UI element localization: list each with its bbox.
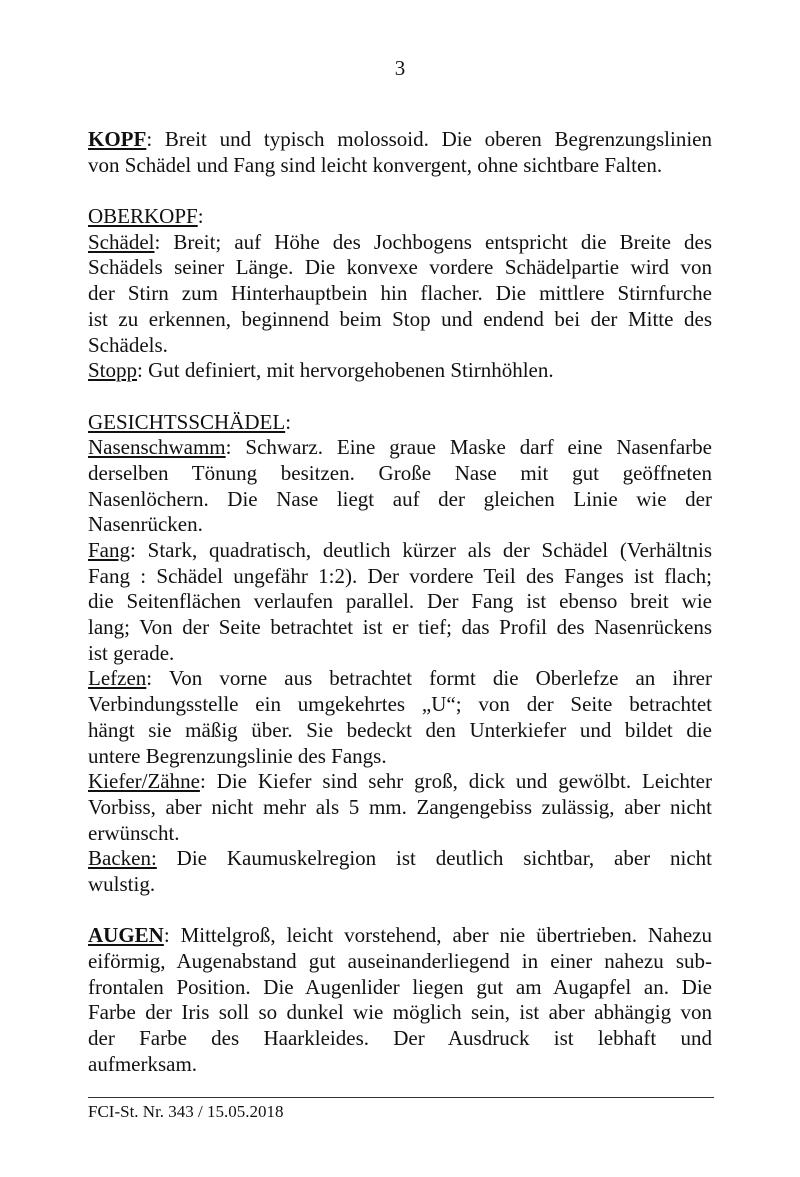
section-fang (88, 538, 712, 666)
line-text: aufmerksam. (88, 1051, 198, 1076)
line-text: von Schädel und Fang sind leicht konvergent, ohne sichtbare Falten. (88, 152, 663, 177)
text-line (88, 872, 712, 898)
text-line (88, 1000, 712, 1026)
footer-divider (88, 1097, 714, 1098)
section-heading: Backen: (88, 846, 157, 871)
text-line (88, 795, 712, 821)
line-text: Fang : Schädel ungefähr 1:2). Der vordere Teil des Fanges ist flach; (88, 563, 712, 588)
section-heading: Kiefer/Zähne (88, 769, 200, 794)
section-heading: Fang (88, 538, 130, 562)
line-text: der Stirn zum Hinterhauptbein hin flacher. Die mittlere Stirnfurche (88, 281, 712, 306)
section-oberkopf (88, 204, 712, 230)
line-text: Schädels. (88, 332, 168, 357)
text-line (88, 333, 712, 359)
text-line (88, 949, 712, 975)
text-line (88, 281, 712, 307)
line-text: erwünscht. (88, 820, 180, 845)
section-lefzen (88, 666, 712, 769)
line-text: Nasenrücken. (88, 512, 203, 537)
text-line (88, 666, 712, 692)
text-line (88, 461, 712, 487)
section-kieferzähne (88, 769, 712, 846)
section-heading: Nasenschwamm (88, 435, 226, 460)
section-heading: Stopp (88, 358, 138, 383)
section-heading: AUGEN (88, 923, 164, 948)
line-text: : Breit und typisch molossoid. Die oberen Begrenzungslinien (146, 127, 712, 151)
text-line (88, 641, 712, 667)
line-text: eiförmig, Augenabstand gut auseinanderliegend in einer nahezu sub- (88, 949, 712, 973)
line-text: Schädels seiner Länge. Die konvexe vordere Schädelpartie wird von (88, 255, 712, 280)
text-line (88, 846, 712, 872)
text-line (88, 435, 712, 461)
line-text: : Stark, quadratisch, deutlich kürzer als der Schädel (Verhältnis (130, 538, 712, 562)
line-text: hängt sie mäßig über. Sie bedeckt den Unterkiefer und bildet die (88, 717, 712, 742)
text-line (88, 204, 712, 230)
text-line (88, 589, 712, 615)
page-number: 3 (394, 56, 406, 80)
section-nasenschwamm (88, 435, 712, 538)
line-text: Verbindungsstelle ein umgekehrtes „U“; von der Seite betrachtet (88, 692, 712, 717)
text-line (88, 1026, 712, 1052)
text-line (88, 718, 712, 744)
line-text: : Mittelgroß, leicht vorstehend, aber nie übertrieben. Nahezu (163, 923, 712, 948)
line-text: : Die Kiefer sind sehr groß, dick und gewölbt. Leichter (199, 769, 712, 794)
text-line (88, 923, 712, 949)
text-line (88, 744, 712, 770)
line-text: die Seitenflächen verlaufen parallel. Der Fang ist ebenso breit wie (88, 589, 712, 614)
section-heading: OBERKOPF (88, 204, 198, 229)
section-backen (88, 846, 712, 897)
section-schädel (88, 230, 712, 358)
blank-line (88, 384, 712, 410)
line-text: Vorbiss, aber nicht mehr als 5 mm. Zangengebiss zulässig, aber nicht (88, 794, 712, 819)
line-text: lang; Von der Seite betrachtet ist er tief; das Profil des Nasenrückens (88, 615, 712, 640)
line-text: ist gerade. (88, 640, 175, 665)
blank-line (88, 898, 712, 924)
line-text: : Breit; auf Höhe des Jochbogens entspricht die Breite des (154, 229, 712, 254)
section-heading: Lefzen (88, 666, 147, 691)
line-text: wulstig. (88, 871, 156, 896)
line-text: : (197, 204, 204, 229)
blank-line (88, 178, 712, 204)
text-line (88, 255, 712, 281)
text-line (88, 487, 712, 513)
text-line (88, 153, 712, 179)
text-line (88, 512, 712, 538)
text-line (88, 975, 712, 1001)
line-text: Die Kaumuskelregion ist deutlich sichtbar, aber nicht (156, 846, 712, 871)
section-heading: Schädel (88, 229, 155, 254)
text-line (88, 564, 712, 590)
text-line (88, 410, 712, 436)
line-text: frontalen Position. Die Augenlider liegen gut am Augapfel an. Die (88, 974, 712, 999)
line-text: Nasenlöchern. Die Nase liegt auf der gleichen Linie wie der (88, 486, 712, 511)
text-line (88, 307, 712, 333)
section-heading: GESICHTSSCHÄDEL (88, 409, 286, 434)
text-line (88, 821, 712, 847)
line-text: : (285, 409, 292, 434)
text-line (88, 538, 712, 564)
line-text: derselben Tönung besitzen. Große Nase mit gut geöffneten (88, 460, 712, 485)
line-text: Farbe der Iris soll so dunkel wie möglich sein, ist aber abhängig von (88, 1000, 712, 1025)
document-body (88, 127, 712, 1077)
line-text: : Schwarz. Eine graue Maske darf eine Nasenfarbe (225, 435, 712, 460)
text-line (88, 769, 712, 795)
text-line (88, 692, 712, 718)
line-text: ist zu erkennen, beginnend beim Stop und endend bei der Mitte des (88, 306, 712, 331)
line-text: : Von vorne aus betrachtet formt die Oberlefze an ihrer (146, 666, 712, 691)
text-line (88, 230, 712, 256)
line-text: der Farbe des Haarkleides. Der Ausdruck ist lebhaft und (88, 1026, 712, 1051)
line-text: : Gut definiert, mit hervorgehobenen Stirnhöhlen. (137, 358, 554, 383)
section-kopf (88, 127, 712, 178)
section-augen (88, 923, 712, 1077)
text-line (88, 358, 712, 384)
section-gesichtsschädel (88, 410, 712, 436)
text-line (88, 1052, 712, 1078)
section-stopp (88, 358, 712, 384)
line-text: untere Begrenzungslinie des Fangs. (88, 743, 387, 768)
text-line (88, 127, 712, 153)
section-heading: KOPF (88, 127, 147, 151)
footer-text: FCI-St. Nr. 343 / 15.05.2018 (88, 1102, 284, 1121)
text-line (88, 615, 712, 641)
